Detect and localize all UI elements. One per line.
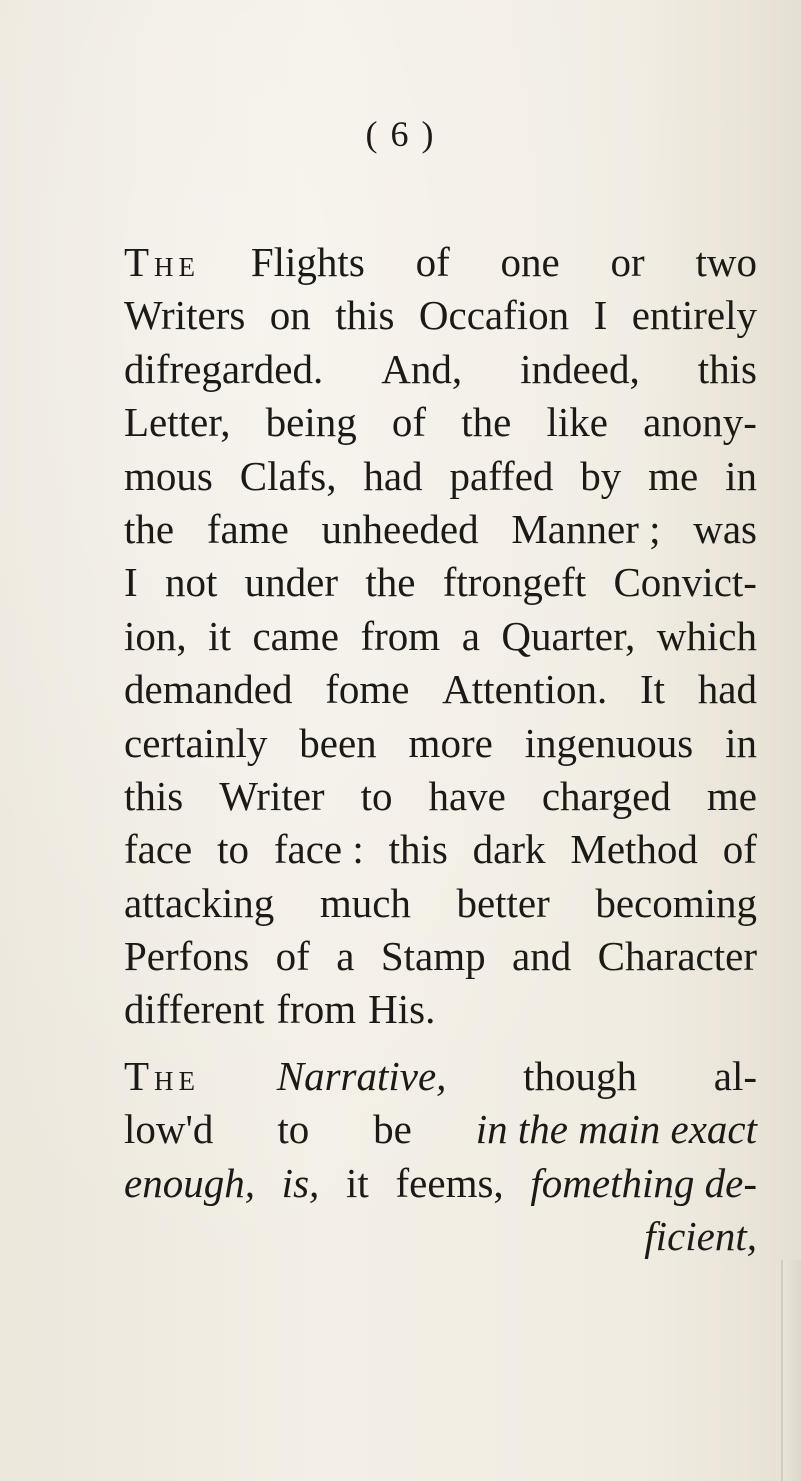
word: fome	[325, 666, 410, 713]
page-edge	[781, 1260, 801, 1481]
word: to	[217, 826, 249, 873]
word: ion,	[124, 612, 187, 659]
text-line	[124, 1050, 757, 1103]
word: enough,	[124, 1159, 255, 1206]
word: been	[299, 719, 377, 766]
word: Quarter,	[501, 612, 636, 659]
word: was	[693, 505, 757, 552]
word: much	[319, 879, 411, 926]
word: Method	[570, 826, 698, 873]
lead-word: THE	[124, 239, 201, 285]
word: from	[360, 612, 441, 659]
word: the	[124, 505, 175, 552]
paragraph-2	[124, 1050, 757, 1264]
word: anony-	[643, 399, 757, 446]
catchword: ficient,	[644, 1213, 757, 1260]
word: it	[346, 1159, 369, 1206]
word: And,	[381, 345, 463, 392]
word: dark	[472, 826, 546, 873]
word: I	[593, 292, 608, 339]
word: Occafion	[418, 292, 570, 339]
text-line	[124, 1157, 757, 1210]
word: ingenuous	[524, 719, 694, 766]
word: a	[461, 612, 480, 659]
word: demanded	[124, 666, 293, 713]
word: or	[610, 239, 645, 285]
italic-phrase: in the main exact	[475, 1106, 757, 1153]
word: not	[164, 559, 218, 606]
text-line	[124, 1210, 757, 1263]
word: it	[208, 612, 231, 659]
word: ftrongeft	[442, 559, 587, 606]
word: face	[124, 826, 193, 873]
word: from	[276, 986, 357, 1033]
text-line	[124, 236, 757, 289]
word: face :	[273, 826, 364, 873]
word: feems,	[395, 1159, 504, 1206]
text-line	[124, 823, 757, 876]
word: is,	[281, 1159, 320, 1206]
word: one	[500, 239, 560, 285]
word: Narrative,	[276, 1053, 447, 1099]
word: charged	[541, 772, 671, 819]
word: which	[656, 612, 757, 659]
word: indeed,	[520, 345, 640, 392]
word: paffed	[449, 452, 554, 499]
word: to	[360, 772, 393, 819]
word: the	[461, 399, 512, 446]
word: a	[336, 933, 355, 980]
text-line	[124, 396, 757, 449]
word: came	[252, 612, 339, 659]
text-line	[124, 503, 757, 556]
word: of	[722, 826, 757, 873]
word: His.	[368, 986, 436, 1033]
word: and	[512, 933, 572, 980]
lead-word: THE	[124, 1053, 201, 1099]
word: Attention.	[442, 666, 608, 713]
text-line	[124, 983, 757, 1036]
word: the	[365, 559, 416, 606]
word: entirely	[631, 292, 757, 339]
text-line	[124, 770, 757, 823]
word: this	[124, 772, 184, 819]
word: attacking	[124, 879, 275, 926]
word: Writers	[124, 292, 246, 339]
word: Manner ;	[511, 505, 661, 552]
word: me	[706, 772, 757, 819]
word: have	[428, 772, 506, 819]
word: like	[546, 399, 608, 446]
word: fame	[206, 505, 289, 552]
word: Character	[597, 933, 757, 980]
word: I	[124, 559, 138, 606]
word: be	[373, 1106, 412, 1153]
word: being	[265, 399, 357, 446]
word: though	[523, 1053, 638, 1099]
text-line	[124, 556, 757, 609]
page-number: ( 6 )	[365, 114, 436, 154]
word: by	[580, 452, 622, 499]
word: becoming	[595, 879, 757, 926]
word: me	[648, 452, 699, 499]
text-line	[124, 663, 757, 716]
word: different	[124, 986, 265, 1033]
word: Stamp	[380, 933, 486, 980]
paragraph-1	[124, 236, 757, 1037]
word: certainly	[124, 719, 268, 766]
word: Flights	[250, 239, 365, 285]
word: on	[269, 292, 311, 339]
text-line	[124, 877, 757, 930]
text-line	[124, 1103, 757, 1156]
text-line	[124, 289, 757, 342]
word: more	[408, 719, 493, 766]
word: difregarded.	[124, 345, 324, 392]
word: of	[391, 399, 427, 446]
word: to	[277, 1106, 310, 1153]
word: this	[697, 345, 757, 392]
word: Clafs,	[239, 452, 337, 499]
word: better	[456, 879, 550, 926]
word: under	[244, 559, 339, 606]
word: Letter,	[124, 399, 231, 446]
text-line	[124, 717, 757, 770]
word: Writer	[219, 772, 325, 819]
text-line	[124, 610, 757, 663]
text-line	[124, 343, 757, 396]
word: It	[640, 666, 666, 713]
italic-phrase: fomething de-	[530, 1159, 757, 1206]
word: low'd	[124, 1106, 214, 1153]
word: mous	[124, 452, 213, 499]
word: Perfons	[124, 933, 250, 980]
word: in	[725, 452, 757, 499]
word: Convict-	[613, 559, 757, 606]
word: in	[725, 719, 757, 766]
word: unheeded	[321, 505, 479, 552]
text-line	[124, 450, 757, 503]
text-line	[124, 930, 757, 983]
word: had	[697, 666, 757, 713]
word: of	[275, 933, 310, 980]
word: this	[388, 826, 448, 873]
word: of	[415, 239, 450, 285]
word: had	[363, 452, 423, 499]
word: al-	[713, 1053, 757, 1099]
word: two	[695, 239, 757, 285]
word: this	[335, 292, 395, 339]
